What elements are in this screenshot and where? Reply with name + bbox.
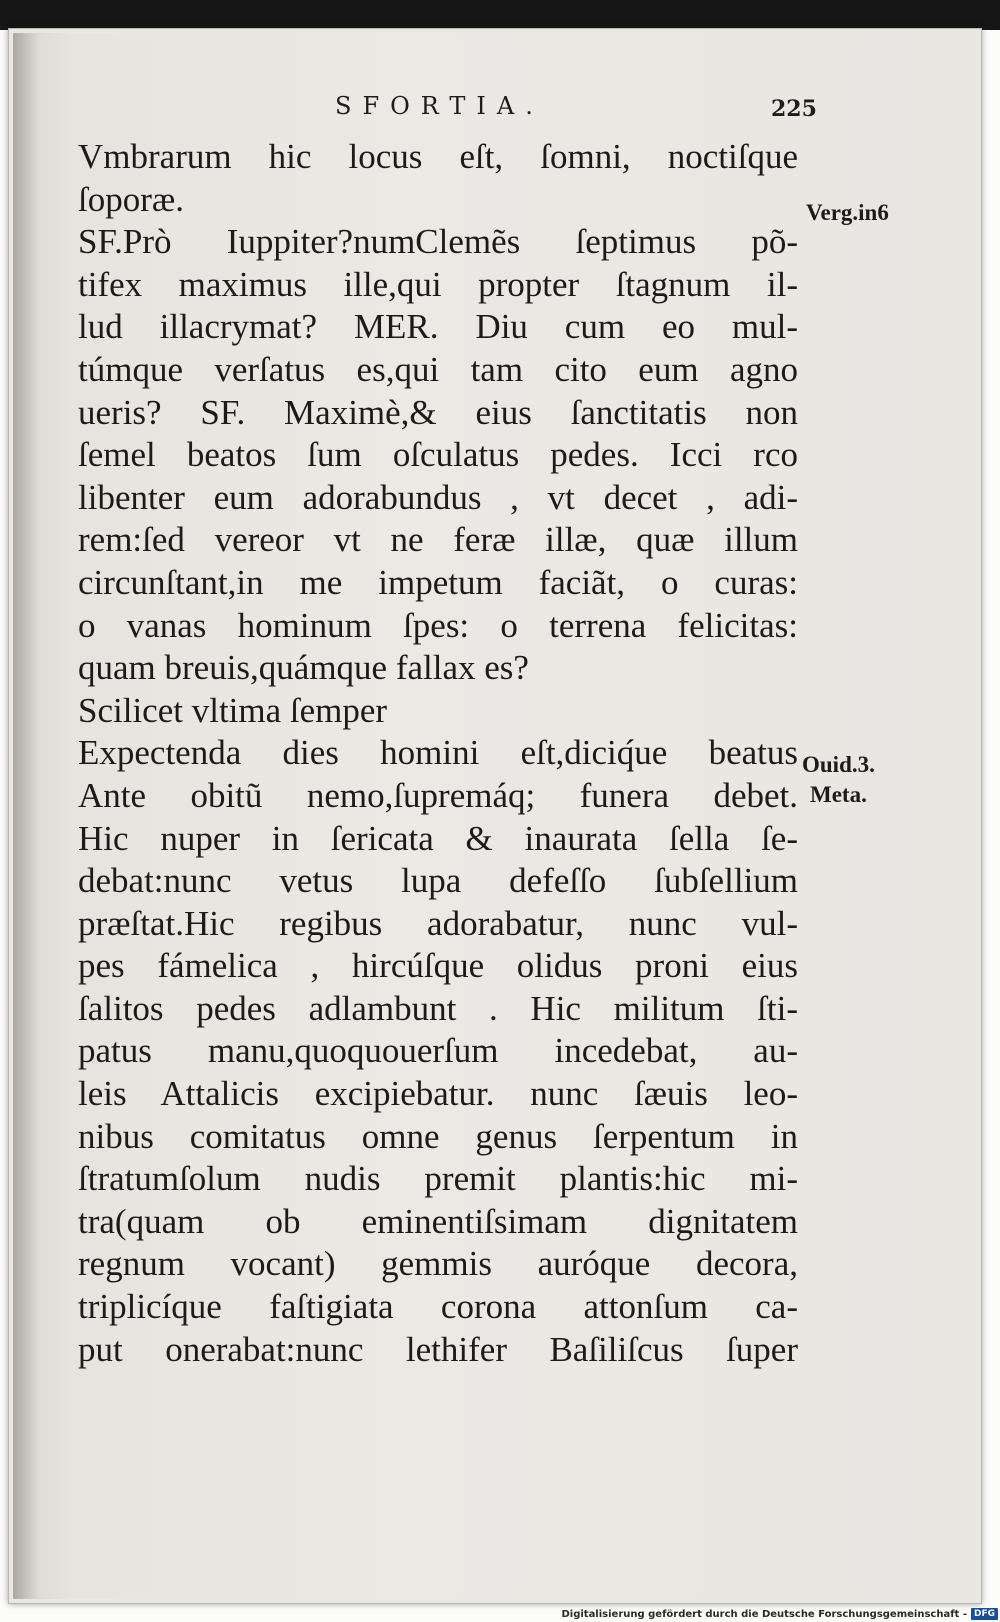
digitization-credit <box>561 1606 1000 1622</box>
text-line: tifex maximus ille,qui propter ſtagnum il- <box>78 264 798 304</box>
text-line: túmque verſatus es,qui tam cito eum agno <box>78 349 798 389</box>
scan-top-edge <box>0 0 1000 30</box>
running-head: SFORTIA. <box>335 92 544 120</box>
text-line: SF.Prò Iuppiter?numClemẽs ſeptimus põ- <box>78 222 798 262</box>
dfg-logo: DFG <box>971 1608 998 1620</box>
text-line: Ante obitũ nemo,ſupremáq; funera debet. <box>78 775 798 815</box>
credit-text: Digitalisierung gefördert durch die Deutsche Forschungsgemeinschaft - <box>561 1608 967 1620</box>
text-line: lud illacrymat? MER. Diu cum eo mul- <box>78 307 798 347</box>
text-line: o vanas hominum ſpes: o terrena felicitas: <box>78 605 798 645</box>
text-line: Vmbrarum hic locus eſt, ſomni, noctiſque <box>78 137 798 176</box>
text-line: put onerabat:nunc lethifer Baſiliſcus ſuper <box>78 1329 798 1369</box>
text-line: Scilicet vltima ſemper <box>78 690 388 730</box>
text-line: ſoporæ. <box>78 179 184 219</box>
text-line: debat:nunc vetus lupa defeſſo ſubſellium <box>78 861 798 901</box>
text-line: ſtratumſolum nudis premit plantis:hic mi- <box>78 1159 798 1199</box>
text-line: pes fámelica , hircúſque olidus proni eius <box>78 946 798 986</box>
text-line: libenter eum adorabundus , vt decet , adi- <box>78 477 798 517</box>
text-line: circunſtant,in me impetum faciãt, o curas: <box>78 562 798 602</box>
text-line: nibus comitatus omne genus ſerpentum in <box>78 1116 798 1156</box>
text-line: ſemel beatos ſum oſculatus pedes. Icci rco <box>78 435 798 475</box>
page-number: 225 <box>771 96 817 122</box>
margin-note-vergil: Verg.in6 <box>806 200 889 225</box>
text-line: Hic nuper in ſericata & inaurata ſella ſe- <box>78 818 798 858</box>
body-text <box>78 136 798 1371</box>
margin-note-metamorphoses: Meta. <box>810 782 867 807</box>
text-line: quam breuis,quámque fallax es? <box>78 648 529 688</box>
margin-note-ovid: Ouid.3. <box>802 752 875 777</box>
text-line: rem:ſed vereor vt ne feræ illæ, quæ illum <box>78 520 798 560</box>
spine-shadow <box>13 33 39 1599</box>
text-line: triplicíque faſtigiata corona attonſum ca- <box>78 1287 798 1327</box>
text-line: ſalitos pedes adlambunt . Hic militum ſti- <box>78 988 798 1028</box>
text-line: præſtat.Hic regibus adorabatur, nunc vul- <box>78 903 798 943</box>
text-line: regnum vocant) gemmis auróque decora, <box>78 1244 798 1284</box>
text-line: tra(quam ob eminentiſsimam dignitatem <box>78 1201 798 1241</box>
text-line: leis Attalicis excipiebatur. nunc ſæuis leo- <box>78 1074 798 1114</box>
text-line: Expectenda dies homini eſt,diciq́ue beatus <box>78 733 798 773</box>
text-line: ueris? SF. Maximè,& eius ſanctitatis non <box>78 392 798 432</box>
text-line: patus manu,quoquouerſum incedebat, au- <box>78 1031 798 1071</box>
